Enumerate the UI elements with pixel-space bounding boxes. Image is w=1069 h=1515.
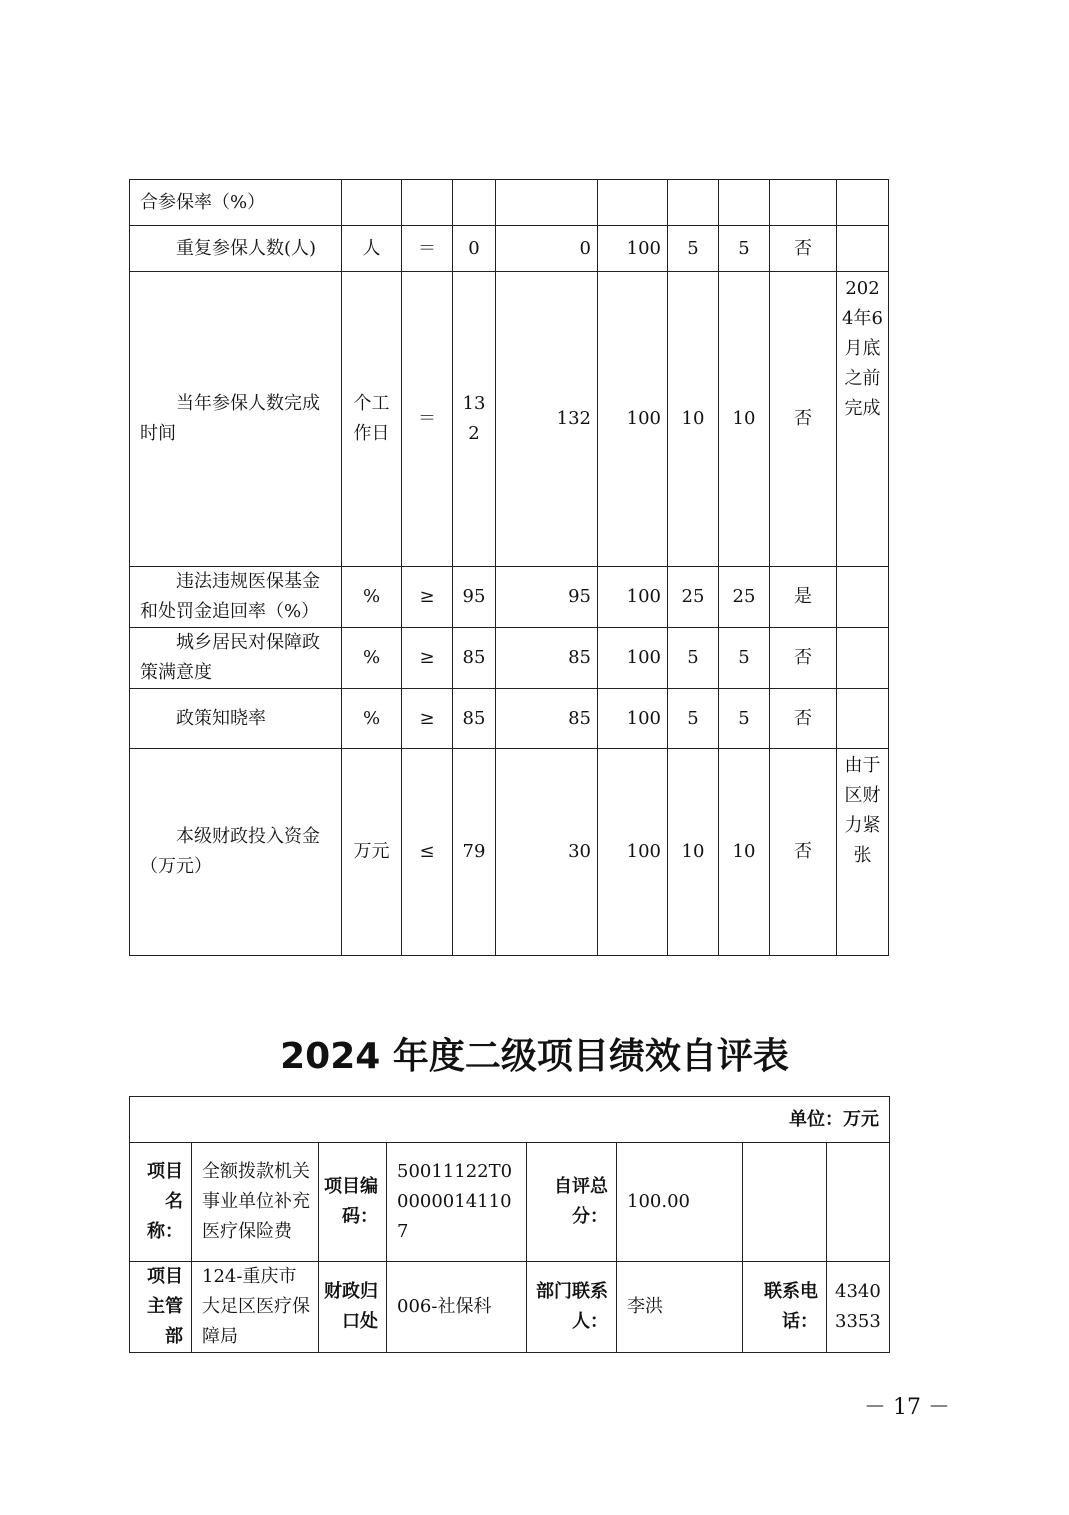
target-cell: 132 — [453, 272, 496, 567]
weight-cell: 5 — [668, 226, 719, 272]
contact-label: 部门联系人： — [527, 1262, 617, 1353]
indicator-name: 政策知晓率 — [130, 689, 342, 749]
note-cell — [837, 226, 889, 272]
note-cell — [837, 689, 889, 749]
table-row — [130, 628, 889, 689]
table-row — [130, 180, 889, 226]
max-score-cell: 100 — [598, 689, 668, 749]
operator-cell: ≤ — [402, 749, 453, 956]
max-score-cell: 100 — [598, 226, 668, 272]
contact-name: 李洪 — [617, 1262, 743, 1353]
weight-cell: 25 — [668, 567, 719, 628]
section-title: 2024 年度二级项目绩效自评表 — [280, 1036, 789, 1077]
table-row — [130, 272, 889, 567]
score-cell: 5 — [719, 628, 770, 689]
flag-cell: 否 — [770, 749, 837, 956]
unit-cell: 个工作日 — [342, 272, 402, 567]
actual-cell: 85 — [496, 689, 598, 749]
indicator-name: 合参保率（%） — [130, 180, 342, 226]
actual-cell: 95 — [496, 567, 598, 628]
unit-cell: % — [342, 567, 402, 628]
actual-cell: 0 — [496, 226, 598, 272]
max-score-cell: 100 — [598, 749, 668, 956]
max-score-cell: 100 — [598, 567, 668, 628]
max-score-cell: 100 — [598, 272, 668, 567]
self-score: 100.00 — [617, 1143, 743, 1262]
flag-cell: 是 — [770, 567, 837, 628]
project-info-table — [129, 1096, 890, 1353]
page-number: － 17 － — [864, 1395, 950, 1420]
finance-office: 006-社保科 — [387, 1262, 527, 1353]
operator-cell: ＝ — [402, 272, 453, 567]
score-cell: 10 — [719, 749, 770, 956]
phone-label: 联系电话： — [743, 1262, 827, 1353]
flag-cell: 否 — [770, 272, 837, 567]
score-cell: 10 — [719, 272, 770, 567]
score-cell: 5 — [719, 226, 770, 272]
indicator-name: 本级财政投入资金（万元） — [130, 749, 342, 956]
project-name-label: 项目名称： — [130, 1143, 192, 1262]
weight-cell: 5 — [668, 628, 719, 689]
indicator-name: 违法违规医保基金和处罚金追回率（%） — [130, 567, 342, 628]
note-cell: 2024年6月底之前完成 — [837, 272, 889, 567]
target-cell: 0 — [453, 226, 496, 272]
unit-cell: 万元 — [342, 749, 402, 956]
max-score-cell: 100 — [598, 628, 668, 689]
flag-cell: 否 — [770, 226, 837, 272]
indicator-name: 当年参保人数完成时间 — [130, 272, 342, 567]
indicator-table — [129, 179, 889, 956]
indicator-name: 重复参保人数(人) — [130, 226, 342, 272]
score-cell: 25 — [719, 567, 770, 628]
note-cell: 由于区财力紧张 — [837, 749, 889, 956]
unit-cell: 人 — [342, 226, 402, 272]
unit-label: 单位：万元 — [130, 1097, 890, 1143]
target-cell: 85 — [453, 628, 496, 689]
operator-cell: ≥ — [402, 567, 453, 628]
project-code: 50011122T000000141107 — [387, 1143, 527, 1262]
score-cell: 5 — [719, 689, 770, 749]
flag-cell: 否 — [770, 628, 837, 689]
operator-cell: ＝ — [402, 226, 453, 272]
actual-cell: 132 — [496, 272, 598, 567]
dept: 124-重庆市大足区医疗保障局 — [192, 1262, 319, 1353]
target-cell: 79 — [453, 749, 496, 956]
phone-number: 43403353 — [827, 1262, 890, 1353]
target-cell: 85 — [453, 689, 496, 749]
unit-cell: % — [342, 689, 402, 749]
target-cell: 95 — [453, 567, 496, 628]
indicator-name: 城乡居民对保障政策满意度 — [130, 628, 342, 689]
operator-cell: ≥ — [402, 689, 453, 749]
note-cell — [837, 567, 889, 628]
note-cell — [837, 628, 889, 689]
weight-cell: 10 — [668, 749, 719, 956]
project-code-label: 项目编码： — [319, 1143, 387, 1262]
flag-cell: 否 — [770, 689, 837, 749]
project-name: 全额拨款机关事业单位补充医疗保险费 — [192, 1143, 319, 1262]
table-row — [130, 567, 889, 628]
table-row — [130, 689, 889, 749]
finance-label: 财政归口处 — [319, 1262, 387, 1353]
weight-cell: 10 — [668, 272, 719, 567]
weight-cell: 5 — [668, 689, 719, 749]
unit-cell: % — [342, 628, 402, 689]
table-row — [130, 226, 889, 272]
dept-label: 项目主管部 — [130, 1262, 192, 1353]
table-row — [130, 1143, 890, 1262]
operator-cell: ≥ — [402, 628, 453, 689]
table-row — [130, 1262, 890, 1353]
table-row — [130, 1097, 890, 1143]
self-score-label: 自评总分： — [527, 1143, 617, 1262]
table-row — [130, 749, 889, 956]
actual-cell: 30 — [496, 749, 598, 956]
actual-cell: 85 — [496, 628, 598, 689]
